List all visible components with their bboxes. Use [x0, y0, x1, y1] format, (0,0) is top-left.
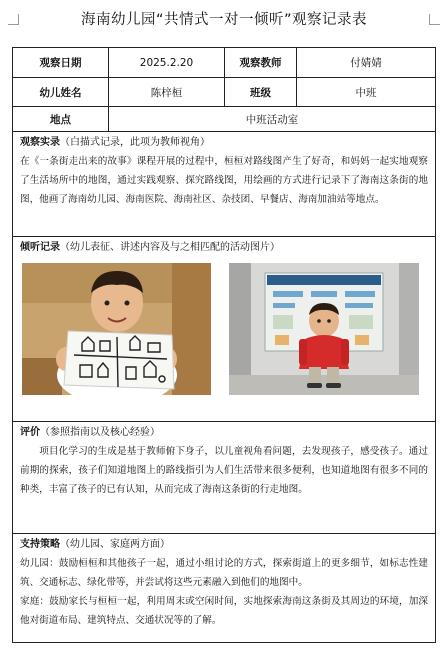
listening-section [13, 237, 435, 422]
observation-heading [20, 136, 428, 150]
strategy-heading [20, 538, 428, 552]
evaluation-title: 评价 [20, 427, 40, 438]
strategy-family-text: 家庭：鼓励家长与桓桓一起，利用周末或空闲时间，实地探索海南这条街及其周边的环境，加深他对街道布局、建筑特点、交通状况等的了解。 [20, 596, 428, 626]
listening-title: 倾听记录 [20, 242, 60, 253]
record-table [12, 47, 436, 643]
info-row-location [13, 107, 435, 132]
info-row-child [13, 78, 435, 107]
date-label: 观察日期 [13, 48, 109, 77]
info-row-date [13, 48, 435, 78]
photo-child-with-map-drawing-icon [22, 263, 211, 395]
evaluation-heading [20, 426, 428, 440]
child-at-map-board-photo [229, 263, 419, 395]
child-value: 陈梓桓 [109, 78, 225, 106]
child-holding-drawing-photo [22, 263, 211, 395]
strategy-section [13, 534, 435, 642]
strategy-title: 支持策略 [20, 539, 60, 550]
class-value: 中班 [355, 86, 377, 99]
strategy-kindergarten-text: 幼儿园：鼓励桓桓和其他孩子一起，通过小组讨论的方式，探索街道上的更多细节，如标志性建筑、交通标志、绿化带等，并尝试将这些元素融入到他们的地图中。 [20, 558, 428, 588]
page-title: 海南幼儿园“共情式一对一倾听”观察记录表 [80, 12, 368, 28]
observation-note: （白描式记录，此项为教师视角） [60, 137, 210, 148]
photo-child-at-street-map-icon [229, 263, 419, 395]
date-value: 2025.2.20 [109, 48, 225, 77]
location-label: 地点 [13, 107, 109, 131]
class-label: 班级 [225, 78, 297, 106]
evaluation-text: 项目化学习的生成是基于教师俯下身子，以儿童视角看问题，去发现孩子，感受孩子。通过前期的探索，孩子们知道地图上的路线指引为人们生活带来很多便利，也知道地图有很多不同的种类，丰富了孩子的已有认知，从而完成了海南这条街的行走地图。 [20, 446, 428, 495]
evaluation-section [13, 422, 435, 534]
evaluation-note: （参照指南以及核心经验） [40, 427, 160, 438]
listening-heading [20, 241, 428, 255]
strategy-note: （幼儿园、家庭两方面） [60, 539, 170, 550]
observation-text: 在《一条街走出来的故事》课程开展的过程中，桓桓对路线图产生了好奇，和妈妈一起实地观察了生活场所中的地图，通过实践观察、探究路线图，用绘画的方式进行记录下了海南这条街的地图，他画了海南幼儿园、海南医院、海南社区、杂技团、早餐店、海南加油站等地点。 [20, 156, 428, 205]
listening-note: （幼儿表征、讲述内容及与之相匹配的活动图片） [60, 242, 280, 253]
teacher-value: 付婧婧 [350, 57, 382, 69]
observation-title: 观察实录 [20, 137, 60, 148]
observation-section [13, 132, 435, 237]
location-value: 中班活动室 [245, 113, 299, 126]
teacher-label: 观察教师 [225, 48, 297, 77]
child-label: 幼儿姓名 [13, 78, 109, 106]
